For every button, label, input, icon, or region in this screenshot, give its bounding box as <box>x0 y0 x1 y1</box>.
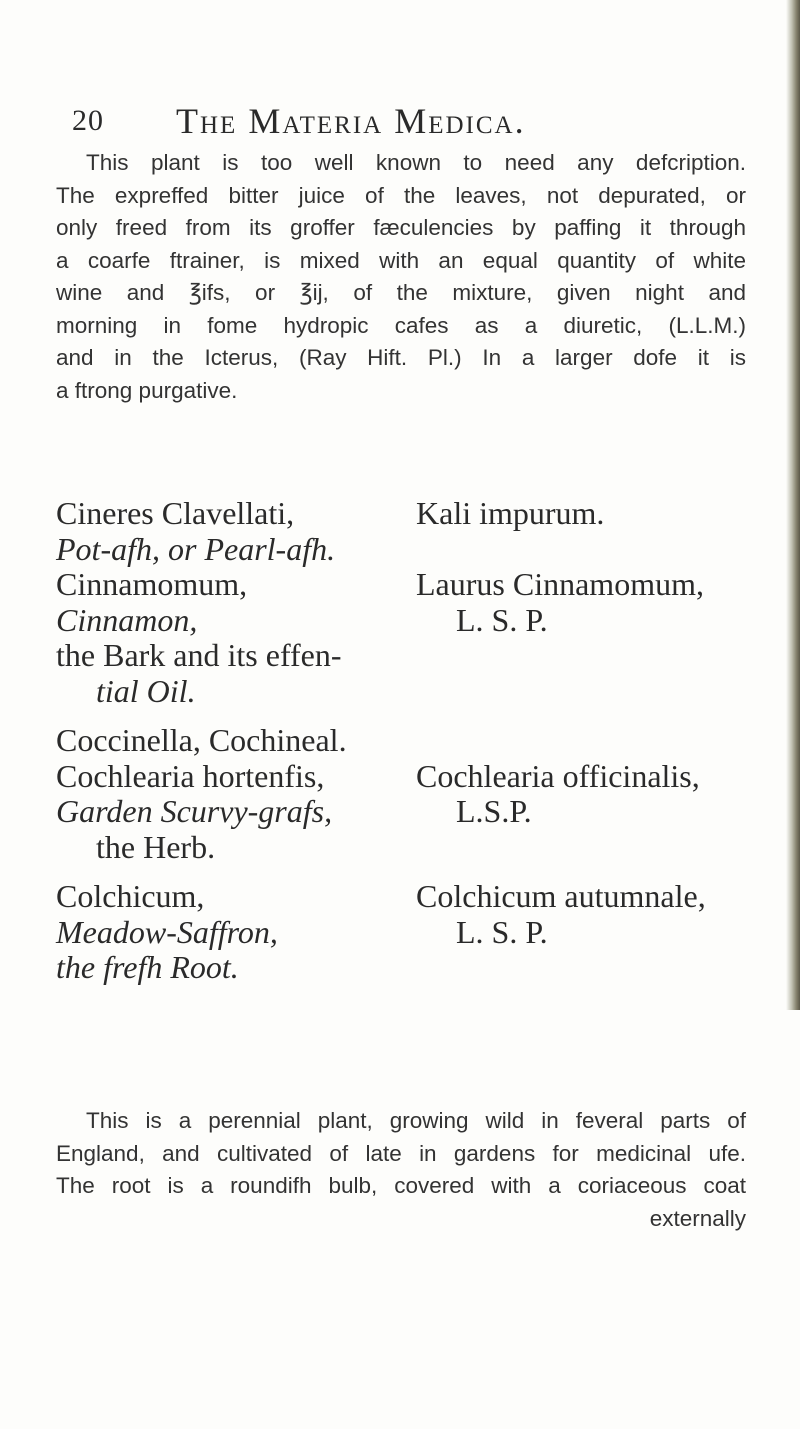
entry-part: tial Oil. <box>96 672 196 709</box>
entry-synonym: Laurus Cinnamomum, <box>416 566 704 602</box>
text-line: a ftrong purgative. <box>56 377 238 403</box>
text-line: morning in fome hydropic cafes as a diuretic, (L.L.M.) <box>56 312 746 338</box>
entry-left-column <box>56 759 416 866</box>
text-line: and in the Icterus, (Ray Hift. Pl.) In a larger dofe it is <box>56 345 746 370</box>
entry-common-name: Garden Scurvy-grafs, <box>56 793 333 829</box>
entry-synonym: Kali impurum. <box>416 495 605 531</box>
entry-left-column <box>56 723 756 759</box>
text-line: only freed from its groffer fæculencies by paffing it through <box>56 215 746 240</box>
page-title: The Materia Medica. <box>176 101 526 141</box>
text-line: England, and cultivated of late in gardens for medicinal ufe. <box>56 1140 746 1166</box>
text-line: The expreffed bitter juice of the leaves, not depurated, or <box>56 182 746 208</box>
entry-name: Colchicum, <box>56 878 205 914</box>
entry-cochlearia <box>56 759 756 866</box>
entry-pharmacopoeia: L.S.P. <box>456 793 532 829</box>
entry-common-name: Cinnamon, <box>56 601 198 638</box>
entry-left-column <box>56 496 416 567</box>
page-edge-shadow <box>786 0 800 1010</box>
entry-coccinella <box>56 723 756 759</box>
entry-part: the frefh Root. <box>56 949 239 985</box>
text-line: externally <box>649 1205 746 1231</box>
entry-part: the Bark and its effen- <box>56 637 342 673</box>
entry-common-name: Pot-afh, or Pearl-afh. <box>56 530 336 567</box>
spacer <box>56 865 756 879</box>
text-line: wine and ℥ifs, or ℥ij, of the mixture, given night and <box>56 280 746 305</box>
entry-common-name: Meadow-Saffron, <box>56 913 278 950</box>
text-line: The root is a roundifh bulb, covered with a coriaceous coat <box>56 1173 746 1198</box>
entry-right-column <box>416 567 756 709</box>
entry-name: Cinnamomum, <box>56 566 248 602</box>
entry-pharmacopoeia: L. S. P. <box>456 601 548 638</box>
entry-colchicum <box>56 879 756 986</box>
text-line: a coarfe ftrainer, is mixed with an equal quantity of white <box>56 247 746 273</box>
entry-left-column <box>56 879 416 986</box>
entry-name: Cochlearia hortenfis, <box>56 757 325 794</box>
entry-synonym: Colchicum autumnale, <box>416 878 706 914</box>
entry-cineres-clavellati <box>56 496 756 567</box>
materia-medica-entries <box>56 496 756 986</box>
entry-right-column <box>416 879 756 986</box>
entry-name: Cineres Clavellati, <box>56 495 295 531</box>
entry-left-column <box>56 567 416 709</box>
running-head <box>72 100 752 150</box>
entry-cinnamomum <box>56 567 756 709</box>
entry-name: Coccinella, Cochineal. <box>56 722 347 758</box>
entry-synonym: Cochlearia officinalis, <box>416 757 700 794</box>
page-number: 20 <box>72 104 104 137</box>
closing-paragraph <box>56 1105 746 1235</box>
entry-right-column <box>416 496 756 567</box>
entry-part: the Herb. <box>96 828 216 865</box>
intro-paragraph <box>56 147 746 407</box>
entry-right-column <box>416 759 756 866</box>
text-line: This is a perennial plant, growing wild in feveral parts of <box>86 1108 746 1133</box>
spacer <box>56 709 756 723</box>
entry-pharmacopoeia: L. S. P. <box>456 913 548 950</box>
text-line: This plant is too well known to need any defcription. <box>86 150 746 175</box>
